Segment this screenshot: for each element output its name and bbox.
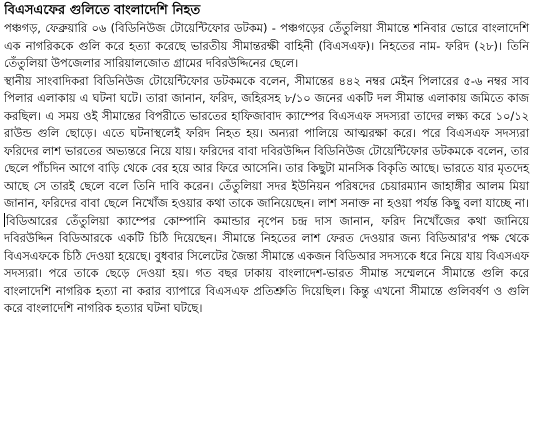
article-paragraph-2 — [4, 73, 529, 318]
article-body[interactable] — [4, 20, 529, 318]
article-headline: বিএসএফের গুলিতে বাংলাদেশি নিহত — [4, 3, 201, 18]
paragraph-2-text: স্থানীয় সাংবাদিকরা বিডিনিউজ টোয়েন্টিফোর ডটকমকে বলেন, সীমান্তের ৪৪২ নম্বর মেইন পিলারের ৫-৬ নম্বর সাব পিলার এলাকায় এ ঘটনা ঘটে। তারা জানান, ফরিদ, জহিরসহ ৮/১০ জনের একটি দল সীমান্ত এলাকায় জমিতে কাজ করছিল। এ সময় ওই সীমান্তের বিপরীতে ভারতের হাফিজাবাদ ক্যাম্পের বিএসএফ সদস্যরা তাদের লক্ষ্য করে ১০/১২ রাউন্ড গুলি ছোড়ে। এতে ঘটনাস্থলেই ফরিদ নিহত হয়। অন্যরা পালিয়ে আত্মরক্ষা করে। পরে বিএসএফ সদস্যরা ফরিদের লাশ ভারতের অভ্যন্তরে নিয়ে যায়। ফরিদের বাবা দবিরউদ্দিন বিডিনিউজ টোয়েন্টিফোর ডটকমকে বলেন, তার ছেলে পাঁচদিন আগে বাড়ি থেকে বের হয়ে আর ফিরে আসেনি। তার কিছুটা মানসিক বিকৃতি আছে। ভারতে যার মৃতদেহ আছে সে তারই ছেলে বলে তিনি দাবি করেন। তেঁতুলিয়া সদর ইউনিয়ন পরিষদের চেয়ারম্যান জাহাঙ্গীর আলম মিয়া জানান, ফরিদের বাবা ছেলে নিখোঁজ হওয়ার কথা তাকে জানিয়েছেন। লাশ সনাক্ত না হওয়া পর্যন্ত কিছু বলা যাচ্ছে না। — [4, 73, 529, 210]
text-cursor — [4, 213, 5, 227]
paragraph-3-text: বিডিআরের তেঁতুলিয়া ক্যাম্পের কোম্পানি কমান্ডার নৃপেন চন্দ্র দাস জানান, ফরিদ নিখোঁজের কথা জানিয়ে দবিরউদ্দিন বিডিআরকে একটি চিঠি দিয়েছেন। সীমান্তে নিহতের লাশ ফেরত দেওয়ার জন্য বিডিআর'র পক্ষ থেকে বিএসএফকে চিঠি দেওয়া হয়েছে। বুধবার সিলেটের জৈন্তা সীমান্তে একজন বিডিআর সদস্যকে ধরে নিয়ে যায় বিএসএফ সদস্যরা। পরে তাকে ছেড়ে দেওয়া হয়। গত বছর ঢাকায় বাংলাদেশ-ভারত সীমান্ত সম্মেলনে সীমান্তে গুলি করে বাংলাদেশি নাগরিক হত্যা না করার ব্যাপারে বিএসএফ প্রতিশ্রুতি দিয়েছিল। কিন্তু এখনো সীমান্তে গুলিবর্ষণ ও গুলি করে বাংলাদেশি নাগরিক হত্যার ঘটনা ঘটছে। — [4, 213, 529, 315]
article-paragraph-1: পঞ্চগড়, ফেব্রুয়ারি ০৬ (বিডিনিউজ টোয়েন্টিফোর ডটকম) - পঞ্চগড়ের তেঁতুলিয়া সীমান্তে শনিবার ভোরে বাংলাদেশি এক নাগরিককে গুলি করে হত্যা করেছে ভারতীয় সীমান্তরক্ষী বাহিনী (বিএসএফ)। নিহতের নাম- ফরিদ (২৮)। তিনি তেঁতুলিয়া উপজেলার সারিয়ালজোত গ্রামের দবিরউদ্দিনের ছেলে। — [4, 21, 529, 70]
